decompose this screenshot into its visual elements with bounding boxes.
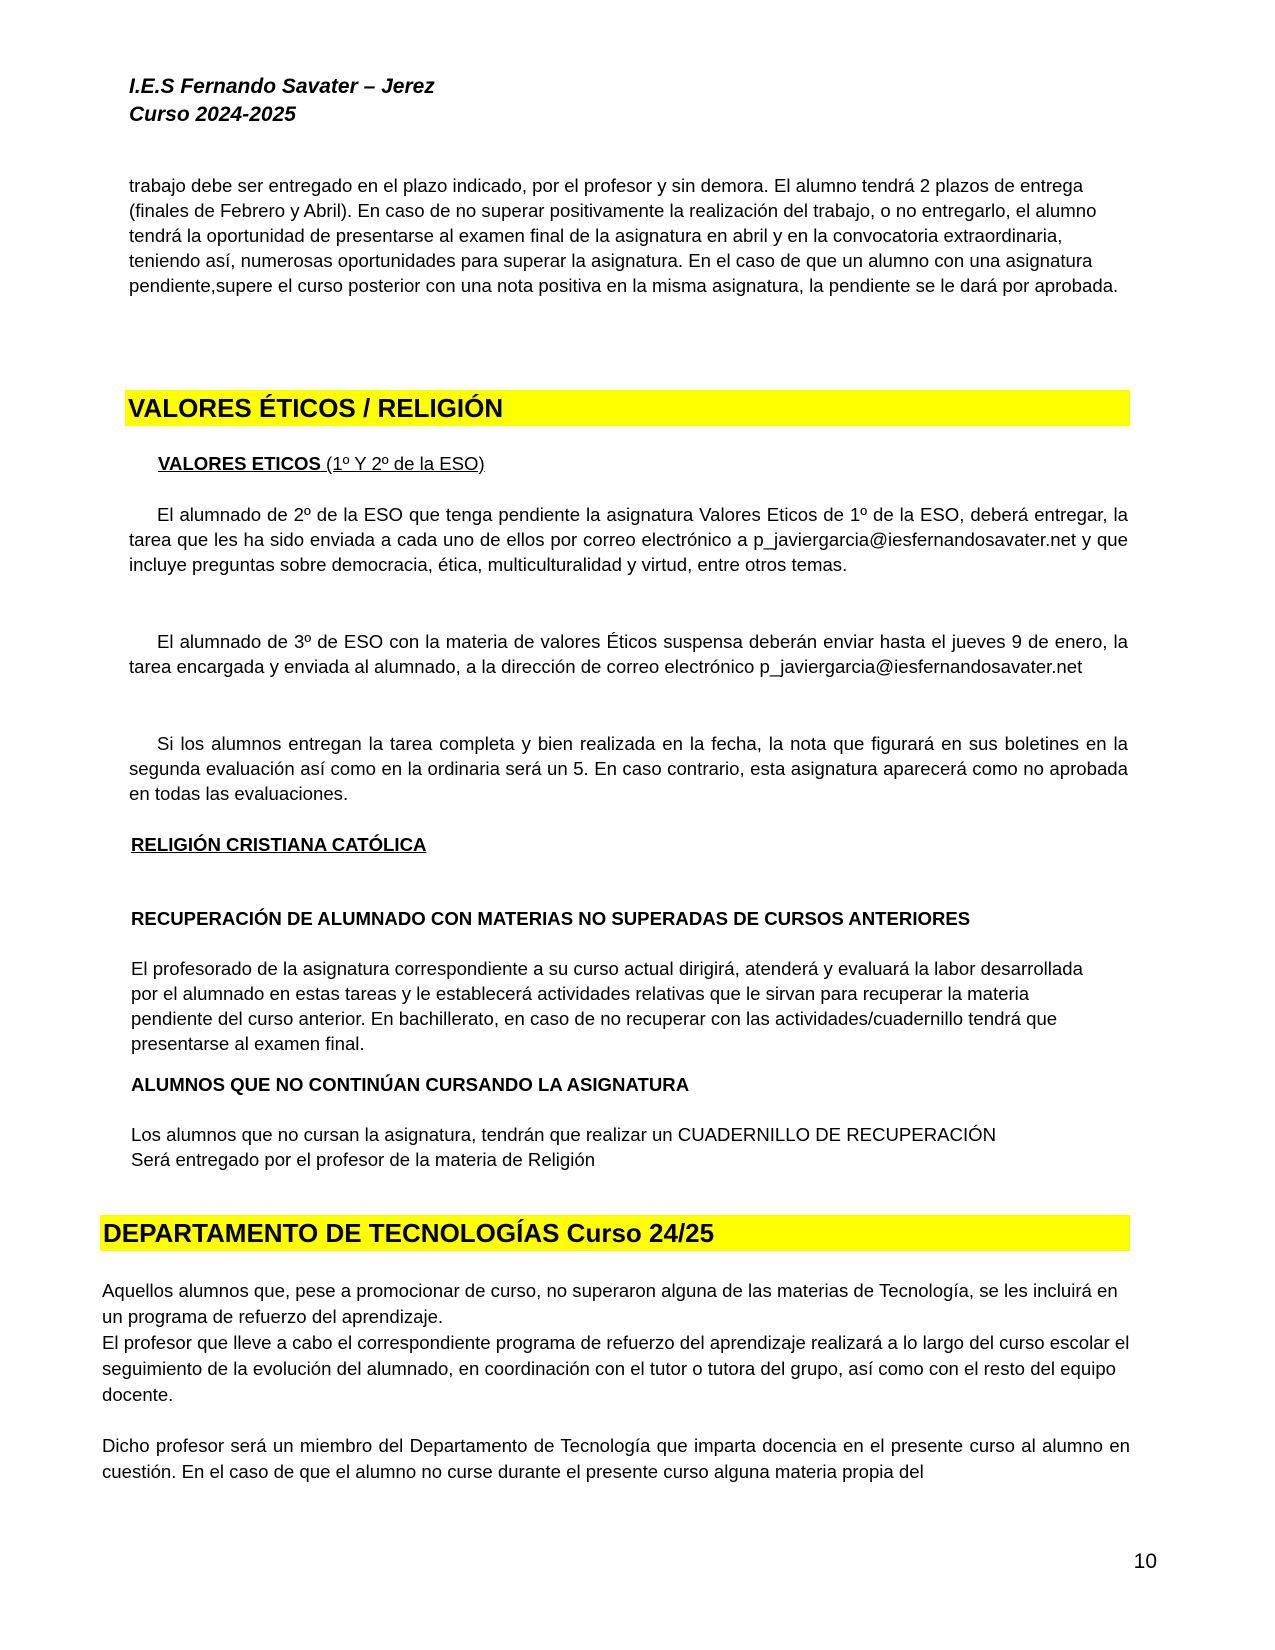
tecnologias-paragraph-1b: El profesor que lleve a cabo el correspondiente programa de refuerzo del aprendizaje realizará a lo largo del curso escolar el seguimiento de la evolución del alumnado, en coordinación con el tutor o tutora del grupo, así como con el resto del equipo docente. — [102, 1332, 1130, 1405]
recuperacion-heading: RECUPERACIÓN DE ALUMNADO CON MATERIAS NO SUPERADAS DE CURSOS ANTERIORES — [131, 908, 971, 929]
header-course: Curso 2024-2025 — [129, 103, 296, 126]
section-title-band-tecnologias — [100, 1215, 1130, 1251]
religion-heading: RELIGIÓN CRISTIANA CATÓLICA — [131, 834, 427, 855]
valores-eticos-paragraph-1: El alumnado de 2º de la ESO que tenga pendiente la asignatura Valores Eticos de 1º de la ESO, deberá entregar, la tarea que les ha sido enviada a cada uno de ellos por correo electrónico a p_javiergarcia@iesfernandosavater.net y que incluye preguntas sobre democracia, ética, multiculturalidad y virtud, entre otros temas. — [129, 504, 1128, 575]
header-school: I.E.S Fernando Savater – Jerez — [129, 75, 435, 98]
valores-eticos-heading-bold: VALORES ETICOS — [158, 453, 321, 474]
no-continuan-paragraph — [131, 1122, 1131, 1172]
intro-paragraph: trabajo debe ser entregado en el plazo indicado, por el profesor y sin demora. El alumno tendrá 2 plazos de entrega (finales de Febrero y Abril). En caso de no superar positivamente la realización del trabajo, o no entregarlo, el alumno tendrá la oportunidad de presentarse al examen final de la asignatura en abril y en la convocatoria extraordinaria, teniendo así, numerosas oportunidades para superar la asignatura. En el caso de que un alumno con una asignatura pendiente,supere el curso posterior con una nota positiva en la misma asignatura, la pendiente se le dará por aprobada. — [129, 175, 1119, 296]
valores-eticos-heading — [158, 451, 485, 476]
section-title-valores-religion: VALORES ÉTICOS / RELIGIÓN — [128, 393, 504, 423]
no-continuan-line-1: Los alumnos que no cursan la asignatura, tendrán que realizar un CUADERNILLO DE RECUPERACIÓN — [131, 1124, 997, 1145]
valores-eticos-paragraph-2: El alumnado de 3º de ESO con la materia de valores Éticos suspensa deberán enviar hasta el jueves 9 de enero, la tarea encargada y enviada al alumnado, a la dirección de correo electrónico p_javiergarcia@iesfernandosavater.net — [129, 631, 1128, 677]
section-title-band-valores-religion — [125, 390, 1130, 426]
valores-eticos-paragraph-3: Si los alumnos entregan la tarea completa y bien realizada en la fecha, la nota que figurará en sus boletines en la segunda evaluación así como en la ordinaria será un 5. En caso contrario, esta asignatura aparecerá como no aprobada en todas las evaluaciones. — [129, 733, 1128, 804]
tecnologias-paragraph-2: Dicho profesor será un miembro del Departamento de Tecnología que imparta docencia en el presente curso al alumno en cuestión. En el caso de que el alumno no curse durante el presente curso alguna materia propia del — [102, 1435, 1130, 1482]
page-number: 10 — [1133, 1550, 1157, 1573]
valores-eticos-heading-course: (1º Y 2º de la ESO) — [320, 453, 485, 474]
document-header — [129, 73, 435, 129]
tecnologias-paragraph-1a: Aquellos alumnos que, pese a promocionar de curso, no superaron alguna de las materias de Tecnología, se les incluirá en un programa de refuerzo del aprendizaje. — [102, 1280, 1118, 1327]
tecnologias-paragraph-1 — [102, 1278, 1130, 1408]
no-continuan-line-2: Será entregado por el profesor de la materia de Religión — [131, 1149, 596, 1170]
recuperacion-paragraph: El profesorado de la asignatura correspondiente a su curso actual dirigirá, atenderá y evaluará la labor desarrollada por el alumnado en estas tareas y le establecerá actividades relativas que le sirvan para recuperar la materia pendiente del curso anterior. En bachillerato, en caso de no recuperar con las actividades/cuadernillo tendrá que presentarse al examen final. — [131, 958, 1083, 1054]
section-title-tecnologias: DEPARTAMENTO DE TECNOLOGÍAS Curso 24/25 — [103, 1218, 715, 1248]
no-continuan-heading: ALUMNOS QUE NO CONTINÚAN CURSANDO LA ASIGNATURA — [131, 1074, 690, 1095]
